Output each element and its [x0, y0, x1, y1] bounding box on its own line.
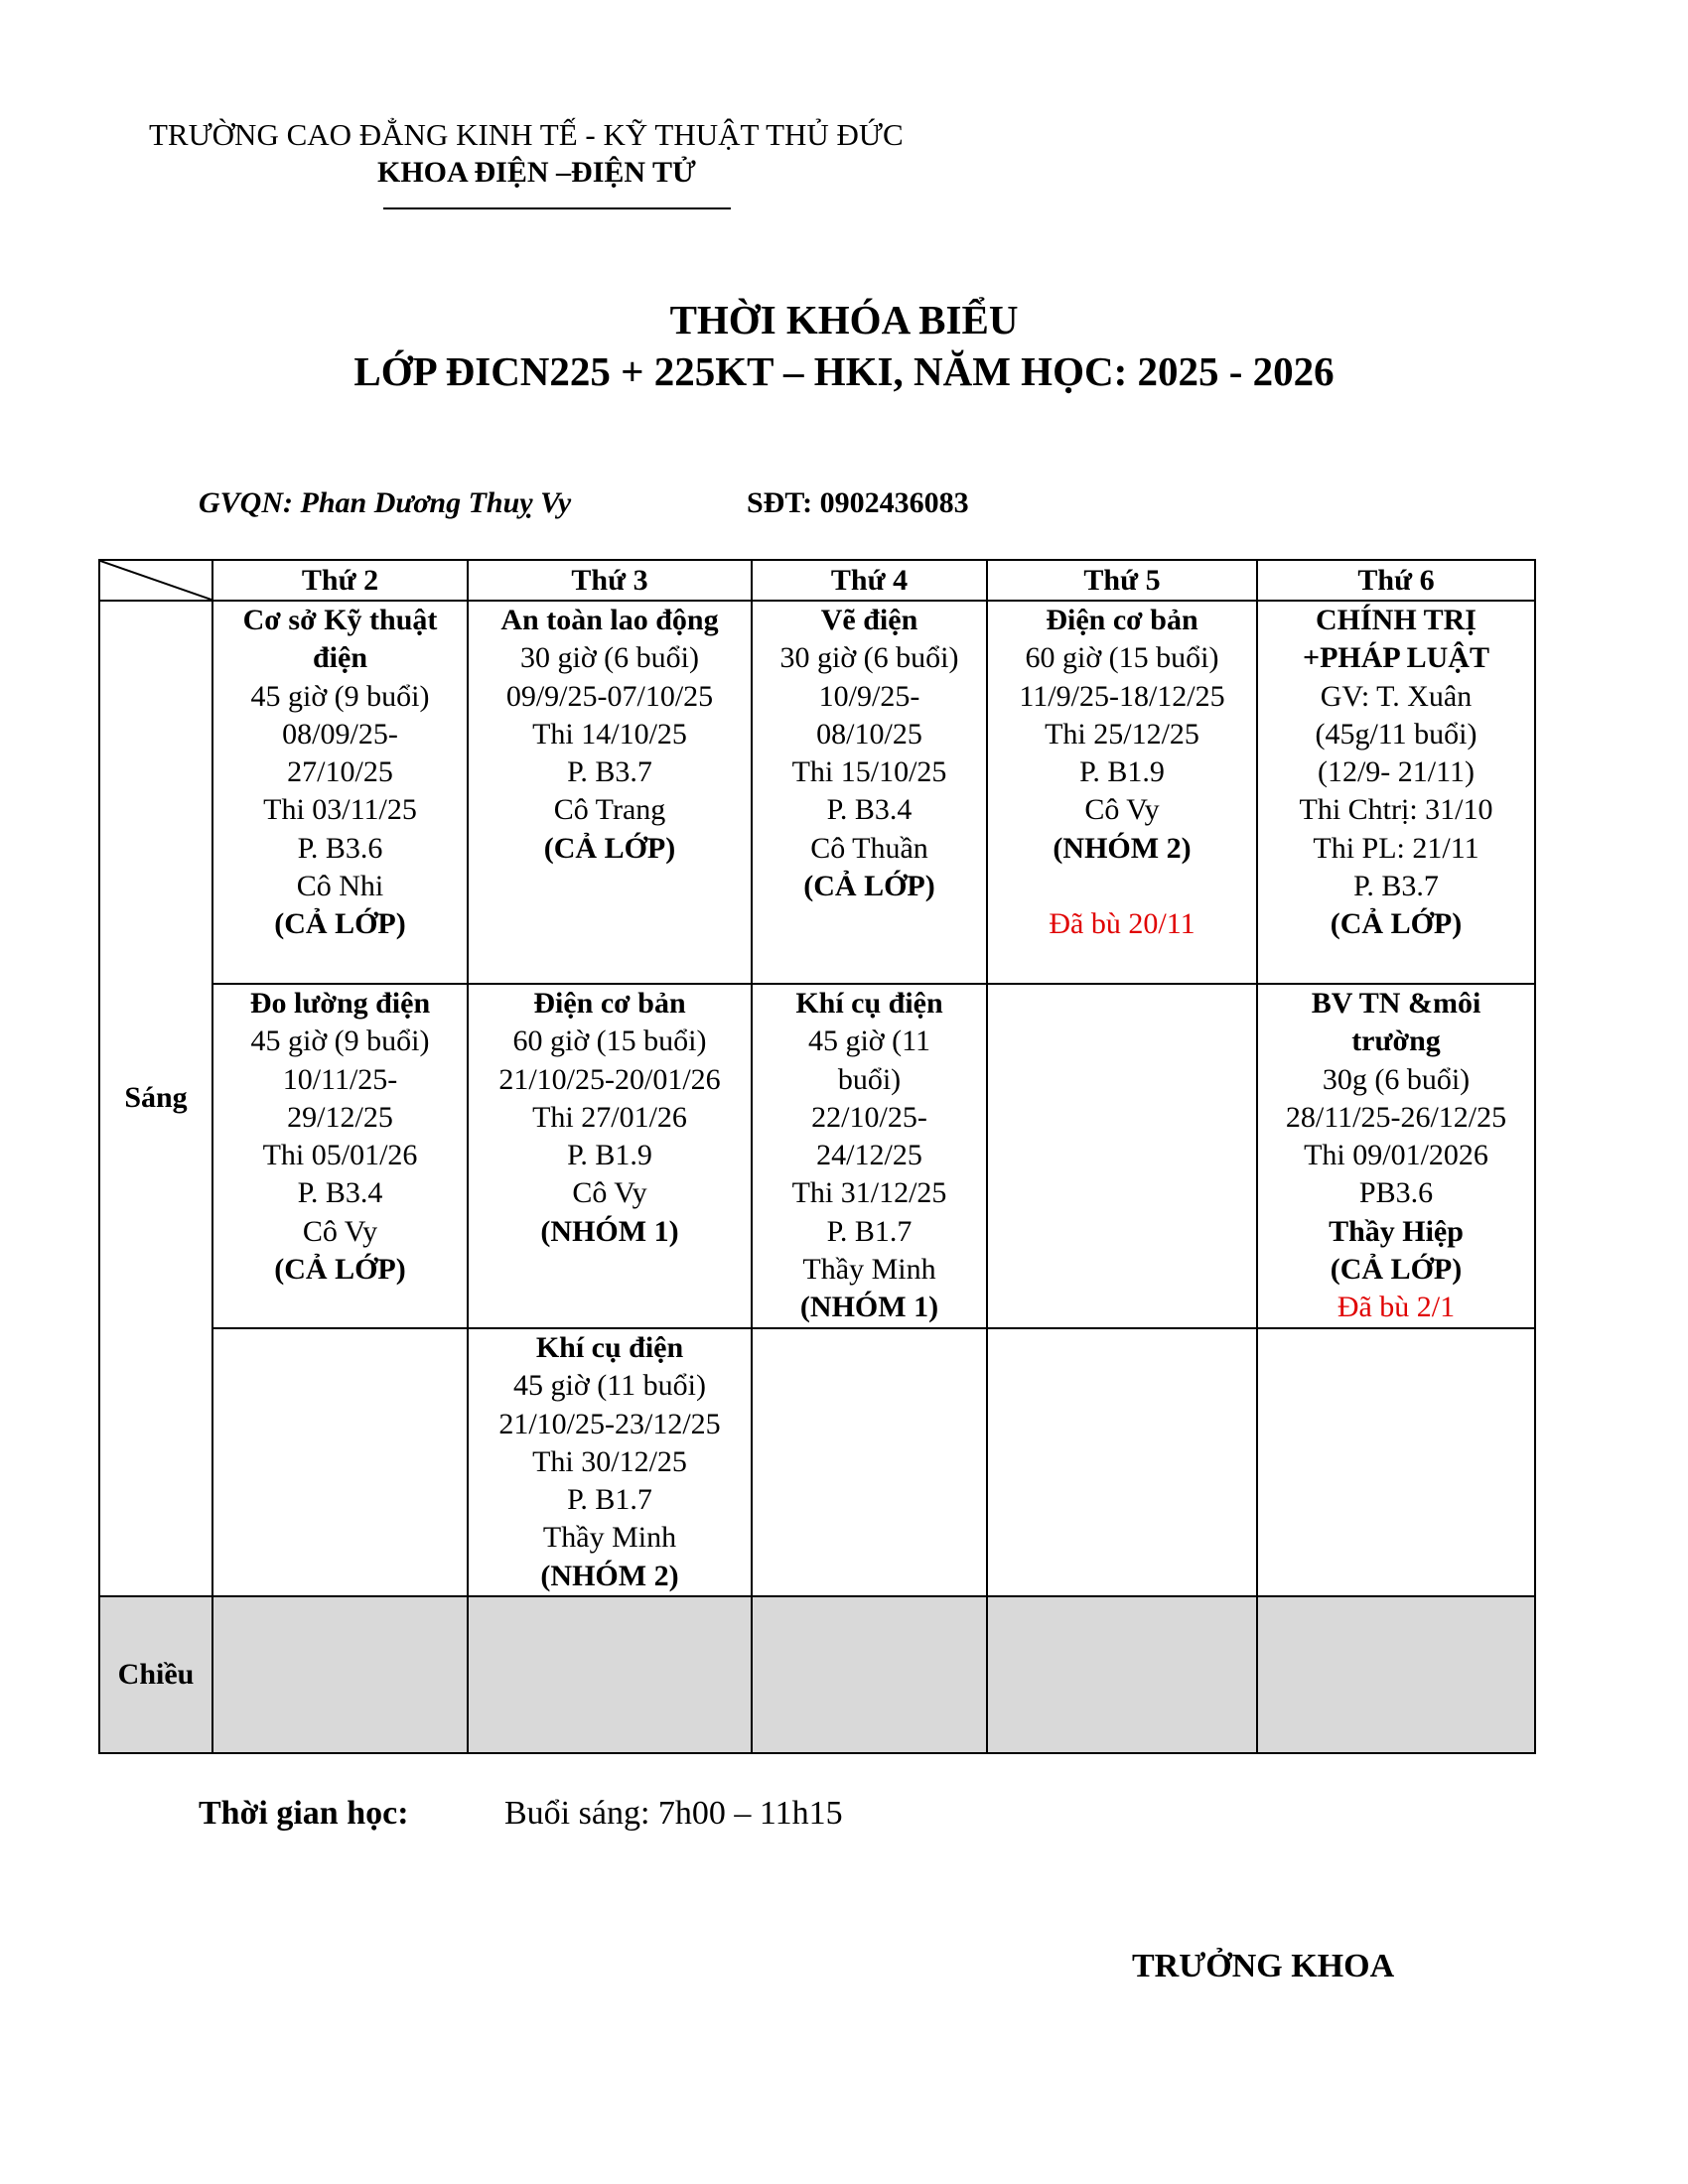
cell-line: (NHÓM 1) [799, 1291, 939, 1324]
study-time-value: Buổi sáng: 7h00 – 11h15 [504, 1795, 843, 1832]
department-name: KHOA ĐIỆN –ĐIỆN TỬ [377, 156, 696, 189]
class-cell-empty [1257, 1596, 1535, 1753]
class-cell [1257, 1328, 1535, 1596]
cell-line: Thi Chtrị: 31/10 [1299, 793, 1493, 827]
session-label-morning: Sáng [99, 601, 212, 1596]
class-cell [468, 984, 752, 1328]
cell-line: 45 giờ (11 buổi) [513, 1369, 706, 1403]
class-cell [987, 984, 1257, 1328]
day-header: Thứ 5 [987, 560, 1257, 601]
class-cell [752, 601, 987, 984]
cell-line: 29/12/25 [287, 1100, 393, 1134]
cell-line: 28/11/25-26/12/25 [1285, 1100, 1507, 1134]
cell-line: Thi 25/12/25 [1045, 717, 1199, 751]
cell-line: 30g (6 buổi) [1322, 1062, 1471, 1096]
cell-line: P. B3.6 [297, 831, 383, 865]
advisor-name: GVQN: Phan Dương Thuỵ Vy [199, 486, 572, 519]
day-header: Thứ 3 [468, 560, 752, 601]
cell-line: Thi 09/01/2026 [1304, 1139, 1488, 1172]
cell-line: CHÍNH TRỊ [1316, 604, 1477, 636]
cell-line: Thi 30/12/25 [532, 1444, 687, 1478]
cell-line: Cô Vy [1084, 793, 1160, 827]
cell-line: 11/9/25-18/12/25 [1019, 679, 1225, 713]
cell-line: Thầy Hiệp [1329, 1214, 1464, 1248]
cell-line: P. B3.4 [826, 793, 913, 827]
cell-line: 10/9/25- [818, 679, 920, 713]
cell-line: 30 giờ (6 buổi) [779, 641, 959, 675]
class-cell [752, 1328, 987, 1596]
cell-line: Cô Vy [572, 1176, 647, 1210]
class-cell-empty [212, 1596, 468, 1753]
cell-line: Khí cụ điện [795, 987, 943, 1020]
cell-line: (NHÓM 2) [1053, 831, 1192, 865]
school-name: TRƯỜNG CAO ĐẲNG KINH TẾ - KỸ THUẬT THỦ ĐỨC [149, 117, 904, 152]
cell-line: (CẢ LỚP) [803, 870, 935, 903]
cell-line: 30 giờ (6 buổi) [519, 641, 699, 675]
page-subtitle: LỚP ĐICN225 + 225KT – HKI, NĂM HỌC: 2025 - 2026 [353, 348, 1335, 394]
cell-line: (CẢ LỚP) [274, 1253, 406, 1287]
diagonal-line-icon [100, 561, 211, 600]
class-cell-empty [752, 1596, 987, 1753]
header-row [99, 560, 1535, 601]
cell-line: (CẢ LỚP) [274, 907, 406, 941]
page-title: THỜI KHÓA BIỂU [669, 297, 1019, 342]
cell-line: (NHÓM 2) [540, 1559, 679, 1592]
cell-line: P. B1.7 [826, 1214, 913, 1248]
day-header: Thứ 2 [212, 560, 468, 601]
morning-row-1 [99, 601, 1535, 984]
cell-line: PB3.6 [1358, 1176, 1434, 1210]
study-time-label: Thời gian học: [199, 1795, 409, 1832]
cell-line: (NHÓM 1) [540, 1214, 679, 1248]
class-cell [987, 601, 1257, 984]
cell-line: GV: T. Xuân [1320, 679, 1473, 713]
afternoon-row [99, 1596, 1535, 1753]
cell-line: 08/10/25 [816, 717, 922, 751]
morning-row-2 [99, 984, 1535, 1328]
signature-title: TRƯỞNG KHOA [1132, 1948, 1395, 1984]
cell-line: trường [1351, 1024, 1441, 1058]
cell-line: P. B1.7 [567, 1483, 652, 1517]
cell-line: 60 giờ (15 buổi) [512, 1024, 707, 1058]
cell-line: (CẢ LỚP) [1330, 1253, 1463, 1287]
cell-line: 60 giờ (15 buổi) [1025, 641, 1219, 675]
cell-line: Cô Trang [553, 793, 666, 827]
cell-line: Điện cơ bản [1046, 604, 1198, 636]
cell-line: Thầy Minh [802, 1253, 936, 1287]
advisor-phone: SĐT: 0902436083 [747, 486, 969, 519]
cell-line: +PHÁP LUẬT [1303, 641, 1489, 675]
cell-line: 10/11/25- [282, 1062, 398, 1096]
cell-line: Cô Thuần [810, 831, 928, 865]
class-cell-empty [468, 1596, 752, 1753]
cell-line: (CẢ LỚP) [543, 831, 676, 865]
class-cell [212, 984, 468, 1328]
cell-line: Thầy Minh [542, 1521, 677, 1555]
session-label-afternoon: Chiều [99, 1596, 212, 1753]
cell-line: Thi 15/10/25 [791, 755, 947, 789]
cell-line: BV TN &môi [1311, 987, 1481, 1020]
class-cell [987, 1328, 1257, 1596]
makeup-note: Đã bù 2/1 [1336, 1291, 1456, 1324]
cell-line: Khí cụ điện [535, 1331, 684, 1364]
department-underline [383, 207, 731, 209]
cell-line: 09/9/25-07/10/25 [505, 679, 714, 713]
cell-line: Đo lường điện [249, 987, 431, 1020]
cell-line: Thi PL: 21/11 [1313, 831, 1479, 865]
cell-line: Thi 27/01/26 [532, 1100, 687, 1134]
cell-line: Vẽ điện [820, 604, 918, 636]
cell-line: 21/10/25-20/01/26 [498, 1062, 721, 1096]
cell-line: P. B3.7 [1353, 870, 1439, 903]
corner-cell [99, 560, 212, 601]
cell-line: P. B3.4 [297, 1176, 383, 1210]
morning-row-3 [99, 1328, 1535, 1596]
class-cell [752, 984, 987, 1328]
cell-line: Thi 14/10/25 [532, 717, 687, 751]
cell-line: 45 giờ (11 [807, 1024, 931, 1058]
cell-line [988, 868, 1256, 905]
cell-line: Điện cơ bản [533, 987, 686, 1020]
class-cell-empty [987, 1596, 1257, 1753]
class-cell [1257, 984, 1535, 1328]
cell-line: P. B1.9 [567, 1139, 652, 1172]
cell-line: 21/10/25-23/12/25 [498, 1407, 721, 1440]
cell-line: 45 giờ (9 buổi) [250, 679, 430, 713]
cell-line: Cơ sở Kỹ thuật [242, 604, 438, 636]
cell-line: (CẢ LỚP) [1330, 907, 1463, 941]
cell-line: 45 giờ (9 buổi) [250, 1024, 430, 1058]
cell-line: An toàn lao động [500, 604, 719, 636]
day-header: Thứ 4 [752, 560, 987, 601]
cell-line: Thi 05/01/26 [262, 1139, 418, 1172]
makeup-note: Đã bù 20/11 [1049, 907, 1196, 941]
class-cell [212, 1328, 468, 1596]
class-cell [1257, 601, 1535, 984]
cell-line: 24/12/25 [816, 1139, 922, 1172]
cell-line: 22/10/25- [811, 1100, 927, 1134]
class-cell [468, 1328, 752, 1596]
cell-line: Thi 03/11/25 [263, 793, 417, 827]
day-header: Thứ 6 [1257, 560, 1535, 601]
cell-line: (12/9- 21/11) [1317, 755, 1476, 789]
cell-line: 27/10/25 [287, 755, 393, 789]
cell-line: (45g/11 buổi) [1315, 717, 1477, 751]
cell-line: Cô Vy [302, 1214, 378, 1248]
cell-line: Thi 31/12/25 [791, 1176, 947, 1210]
class-cell [212, 601, 468, 984]
cell-line: P. B1.9 [1079, 755, 1165, 789]
cell-line: Cô Nhi [296, 870, 384, 903]
class-cell [468, 601, 752, 984]
cell-line: P. B3.7 [567, 755, 652, 789]
cell-line: 08/09/25- [282, 717, 398, 751]
cell-line: điện [312, 641, 368, 675]
timetable [98, 559, 1536, 1754]
cell-line: buổi) [837, 1062, 902, 1096]
